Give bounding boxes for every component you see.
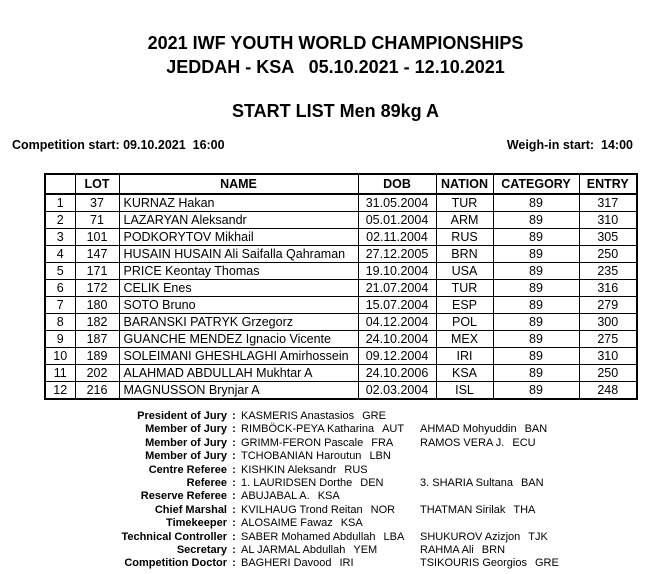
official-name-2 bbox=[420, 557, 671, 570]
cell-nation: BRN bbox=[436, 246, 493, 263]
official-colon: : bbox=[232, 503, 236, 516]
official-colon: : bbox=[232, 557, 236, 570]
cell-lot: 147 bbox=[75, 246, 119, 263]
official-colon: : bbox=[232, 517, 236, 530]
official-person-name: ALOSAIME Fawaz bbox=[241, 517, 333, 530]
official-noc: BRN bbox=[481, 544, 506, 557]
start-list-table bbox=[44, 173, 638, 400]
col-header-lot: LOT bbox=[75, 174, 119, 194]
cell-entry: 305 bbox=[579, 229, 637, 246]
cell-entry: 279 bbox=[579, 297, 637, 314]
official-person-name: GRIMM-FERON Pascale bbox=[241, 436, 364, 449]
cell-lot: 182 bbox=[75, 314, 119, 331]
official-colon: : bbox=[232, 423, 236, 436]
official-person-name: KVILHAUG Trond Reitan bbox=[241, 503, 363, 516]
cell-dob: 24.10.2004 bbox=[358, 331, 436, 348]
official-role: Reserve Referee bbox=[140, 490, 227, 503]
cell-dob: 05.01.2004 bbox=[358, 212, 436, 229]
table-row bbox=[45, 365, 637, 382]
official-noc: AUT bbox=[382, 423, 405, 436]
cell-lot: 202 bbox=[75, 365, 119, 382]
cell-category: 89 bbox=[493, 229, 579, 246]
cell-nation: MEX bbox=[436, 331, 493, 348]
official-person-name: TSIKOURIS Georgios bbox=[420, 557, 527, 570]
weigh-in-start-text: Weigh-in start: 14:00 bbox=[506, 138, 633, 152]
cell-name: HUSAIN HUSAIN Ali Saifalla Qahraman bbox=[119, 246, 358, 263]
table-row bbox=[45, 297, 637, 314]
table-row bbox=[45, 331, 637, 348]
cell-category: 89 bbox=[493, 246, 579, 263]
session-title: START LIST Men 89kg A bbox=[231, 101, 440, 121]
cell-nation: RUS bbox=[436, 229, 493, 246]
cell-entry: 310 bbox=[579, 348, 637, 365]
official-colon: : bbox=[232, 544, 236, 557]
cell-name: ALAHMAD ABDULLAH Mukhtar A bbox=[119, 365, 358, 382]
official-row bbox=[0, 557, 671, 570]
official-name-1 bbox=[241, 410, 420, 423]
official-noc: NOR bbox=[370, 503, 396, 516]
cell-name: BARANSKI PATRYK Grzegorz bbox=[119, 314, 358, 331]
official-role: Referee bbox=[186, 477, 227, 490]
officials-list bbox=[0, 410, 671, 571]
table-row bbox=[45, 382, 637, 400]
cell-dob: 04.12.2004 bbox=[358, 314, 436, 331]
cell-dob: 02.11.2004 bbox=[358, 229, 436, 246]
official-person-name: 3. SHARIA Sultana bbox=[420, 477, 513, 490]
page-title: 2021 IWF YOUTH WORLD CHAMPIONSHIPS bbox=[147, 33, 524, 53]
cell-lot: 187 bbox=[75, 331, 119, 348]
cell-entry: 316 bbox=[579, 280, 637, 297]
start-list-body bbox=[45, 194, 637, 399]
cell-lot: 216 bbox=[75, 382, 119, 400]
document-header bbox=[0, 0, 671, 79]
cell-name: MAGNUSSON Brynjar A bbox=[119, 382, 358, 400]
cell-no: 3 bbox=[45, 229, 75, 246]
official-name-2 bbox=[420, 531, 671, 544]
cell-nation: ESP bbox=[436, 297, 493, 314]
cell-nation: IRI bbox=[436, 348, 493, 365]
cell-entry: 275 bbox=[579, 331, 637, 348]
official-row bbox=[0, 464, 671, 477]
official-noc: BAN bbox=[524, 423, 548, 436]
col-header-name: NAME bbox=[119, 174, 358, 194]
official-colon: : bbox=[232, 436, 236, 449]
cell-entry: 235 bbox=[579, 263, 637, 280]
official-role: Competition Doctor bbox=[124, 557, 227, 570]
official-role: Member of Jury bbox=[145, 450, 227, 463]
cell-entry: 248 bbox=[579, 382, 637, 400]
official-name-2 bbox=[420, 437, 671, 450]
cell-entry: 310 bbox=[579, 212, 637, 229]
official-name-1 bbox=[241, 517, 420, 530]
table-row bbox=[45, 314, 637, 331]
official-person-name: BAGHERI Davood bbox=[241, 557, 332, 570]
table-row bbox=[45, 229, 637, 246]
official-name-2 bbox=[420, 490, 671, 503]
official-colon: : bbox=[232, 463, 236, 476]
official-name-1 bbox=[241, 557, 420, 570]
official-name-2 bbox=[420, 517, 671, 530]
cell-name: PRICE Keontay Thomas bbox=[119, 263, 358, 280]
official-name-1 bbox=[241, 544, 420, 557]
official-noc: KSA bbox=[340, 517, 363, 530]
official-noc: FRA bbox=[371, 436, 394, 449]
official-person-name: AHMAD Mohyuddin bbox=[420, 423, 517, 436]
official-row bbox=[0, 504, 671, 517]
official-noc: YEM bbox=[353, 544, 378, 557]
cell-nation: ARM bbox=[436, 212, 493, 229]
cell-name: LAZARYAN Aleksandr bbox=[119, 212, 358, 229]
cell-entry: 250 bbox=[579, 365, 637, 382]
cell-category: 89 bbox=[493, 212, 579, 229]
cell-lot: 171 bbox=[75, 263, 119, 280]
col-header-entry: ENTRY bbox=[579, 174, 637, 194]
official-name-1 bbox=[241, 437, 420, 450]
cell-entry: 317 bbox=[579, 194, 637, 212]
official-name-1 bbox=[241, 464, 420, 477]
official-noc: ECU bbox=[512, 436, 536, 449]
official-role: Technical Controller bbox=[121, 530, 227, 543]
official-role: Secretary bbox=[176, 544, 227, 557]
official-colon: : bbox=[232, 530, 236, 543]
cell-lot: 172 bbox=[75, 280, 119, 297]
official-noc: KSA bbox=[317, 490, 340, 503]
official-person-name: SABER Mohamed Abdullah bbox=[241, 530, 376, 543]
official-person-name: AL JARMAL Abdullah bbox=[241, 544, 346, 557]
cell-name: KURNAZ Hakan bbox=[119, 194, 358, 212]
cell-category: 89 bbox=[493, 382, 579, 400]
cell-dob: 19.10.2004 bbox=[358, 263, 436, 280]
cell-nation: USA bbox=[436, 263, 493, 280]
official-name-1 bbox=[241, 504, 420, 517]
official-name-2 bbox=[420, 410, 671, 423]
cell-nation: ISL bbox=[436, 382, 493, 400]
official-noc: IRI bbox=[339, 557, 354, 570]
cell-nation: TUR bbox=[436, 280, 493, 297]
cell-no: 11 bbox=[45, 365, 75, 382]
cell-no: 10 bbox=[45, 348, 75, 365]
official-noc: TJK bbox=[528, 530, 548, 543]
cell-name: SOLEIMANI GHESHLAGHI Amirhossein bbox=[119, 348, 358, 365]
cell-name: CELIK Enes bbox=[119, 280, 358, 297]
official-name-1 bbox=[241, 423, 420, 436]
official-colon: : bbox=[232, 490, 236, 503]
cell-name: SOTO Bruno bbox=[119, 297, 358, 314]
official-row bbox=[0, 423, 671, 436]
official-colon: : bbox=[232, 410, 236, 422]
cell-dob: 27.12.2005 bbox=[358, 246, 436, 263]
official-noc: LBA bbox=[383, 530, 405, 543]
session-info-row bbox=[0, 138, 671, 153]
official-person-name: RAHMA Ali bbox=[420, 544, 474, 557]
cell-no: 8 bbox=[45, 314, 75, 331]
cell-category: 89 bbox=[493, 194, 579, 212]
cell-dob: 15.07.2004 bbox=[358, 297, 436, 314]
cell-category: 89 bbox=[493, 314, 579, 331]
official-noc: LBN bbox=[369, 450, 391, 463]
official-role: Member of Jury bbox=[145, 423, 227, 436]
table-header bbox=[45, 174, 637, 194]
official-person-name: RIMBÖCK-PEYA Katharina bbox=[241, 423, 375, 436]
official-person-name: 1. LAURIDSEN Dorthe bbox=[241, 477, 353, 490]
official-person-name: TCHOBANIAN Haroutun bbox=[241, 450, 362, 463]
cell-nation: TUR bbox=[436, 194, 493, 212]
official-row bbox=[0, 410, 671, 423]
official-name-2 bbox=[420, 544, 671, 557]
page-location-dates: JEDDAH - KSA 05.10.2021 - 12.10.2021 bbox=[166, 57, 505, 77]
cell-dob: 24.10.2006 bbox=[358, 365, 436, 382]
official-person-name: KASMERIS Anastasios bbox=[241, 410, 355, 422]
cell-category: 89 bbox=[493, 348, 579, 365]
cell-category: 89 bbox=[493, 280, 579, 297]
cell-lot: 101 bbox=[75, 229, 119, 246]
official-person-name: RAMOS VERA J. bbox=[420, 436, 505, 449]
cell-dob: 31.05.2004 bbox=[358, 194, 436, 212]
table-row bbox=[45, 246, 637, 263]
official-row bbox=[0, 531, 671, 544]
col-header-nation: NATION bbox=[436, 174, 493, 194]
official-role: Timekeeper bbox=[166, 517, 227, 530]
official-name-2 bbox=[420, 423, 671, 436]
cell-dob: 09.12.2004 bbox=[358, 348, 436, 365]
official-colon: : bbox=[232, 450, 236, 463]
official-name-1 bbox=[241, 477, 420, 490]
official-role: President of Jury bbox=[137, 410, 227, 422]
cell-no: 6 bbox=[45, 280, 75, 297]
cell-category: 89 bbox=[493, 297, 579, 314]
cell-no: 2 bbox=[45, 212, 75, 229]
table-row bbox=[45, 263, 637, 280]
cell-entry: 300 bbox=[579, 314, 637, 331]
official-name-1 bbox=[241, 490, 420, 503]
cell-lot: 71 bbox=[75, 212, 119, 229]
cell-lot: 37 bbox=[75, 194, 119, 212]
official-name-2 bbox=[420, 504, 671, 517]
official-row bbox=[0, 450, 671, 463]
cell-no: 1 bbox=[45, 194, 75, 212]
col-header-category: CATEGORY bbox=[493, 174, 579, 194]
official-noc: RUS bbox=[344, 463, 368, 476]
cell-name: GUANCHE MENDEZ Ignacio Vicente bbox=[119, 331, 358, 348]
official-role: Centre Referee bbox=[148, 463, 227, 476]
official-name-1 bbox=[241, 531, 420, 544]
cell-no: 5 bbox=[45, 263, 75, 280]
table-row bbox=[45, 280, 637, 297]
cell-lot: 180 bbox=[75, 297, 119, 314]
official-person-name: THATMAN Sirilak bbox=[420, 503, 506, 516]
official-name-2 bbox=[420, 450, 671, 463]
cell-dob: 02.03.2004 bbox=[358, 382, 436, 400]
official-noc: GRE bbox=[362, 410, 386, 422]
table-row bbox=[45, 348, 637, 365]
official-noc: GRE bbox=[534, 557, 559, 570]
cell-category: 89 bbox=[493, 263, 579, 280]
table-row bbox=[45, 212, 637, 229]
official-role: Member of Jury bbox=[145, 436, 227, 449]
cell-dob: 21.07.2004 bbox=[358, 280, 436, 297]
cell-nation: POL bbox=[436, 314, 493, 331]
table-row bbox=[45, 194, 637, 212]
col-header-index bbox=[45, 174, 75, 194]
official-person-name: KISHKIN Aleksandr bbox=[241, 463, 337, 476]
official-colon: : bbox=[232, 477, 236, 490]
competition-start-text: Competition start: 09.10.2021 16:00 bbox=[12, 138, 225, 152]
official-name-2 bbox=[420, 477, 671, 490]
official-row bbox=[0, 544, 671, 557]
cell-no: 12 bbox=[45, 382, 75, 400]
official-row bbox=[0, 477, 671, 490]
cell-name: PODKORYTOV Mikhail bbox=[119, 229, 358, 246]
official-noc: DEN bbox=[360, 477, 384, 490]
official-row bbox=[0, 517, 671, 530]
official-name-2 bbox=[420, 464, 671, 477]
cell-nation: KSA bbox=[436, 365, 493, 382]
cell-no: 4 bbox=[45, 246, 75, 263]
official-person-name: SHUKUROV Azizjon bbox=[420, 530, 521, 543]
official-person-name: ABUJABAL A. bbox=[241, 490, 310, 503]
col-header-dob: DOB bbox=[358, 174, 436, 194]
cell-no: 7 bbox=[45, 297, 75, 314]
official-row bbox=[0, 490, 671, 503]
cell-category: 89 bbox=[493, 365, 579, 382]
official-row bbox=[0, 437, 671, 450]
official-role: Chief Marshal bbox=[154, 503, 227, 516]
cell-entry: 250 bbox=[579, 246, 637, 263]
cell-category: 89 bbox=[493, 331, 579, 348]
official-noc: THA bbox=[513, 503, 536, 516]
cell-no: 9 bbox=[45, 331, 75, 348]
official-noc: BAN bbox=[520, 477, 544, 490]
cell-lot: 189 bbox=[75, 348, 119, 365]
official-name-1 bbox=[241, 450, 420, 463]
